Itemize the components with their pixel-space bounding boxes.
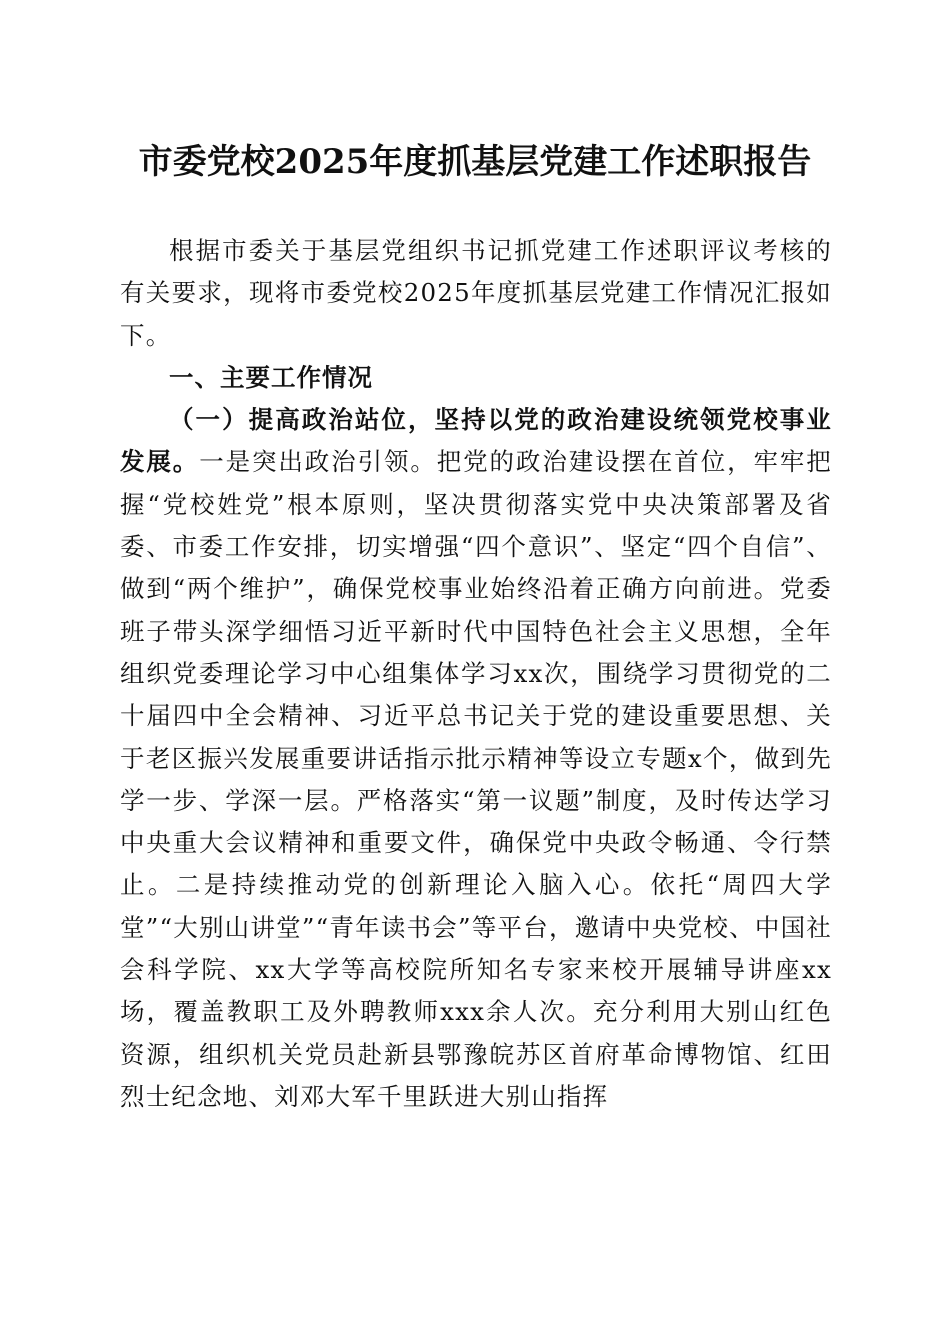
- page-title: 市委党校2025年度抓基层党建工作述职报告: [138, 142, 812, 182]
- subsection-heading: （一）提高政治站位，坚持以党的政治建设统领党校事业发展。: [120, 405, 832, 477]
- subsection-paragraph: [120, 399, 832, 1118]
- document-body: [120, 230, 832, 1118]
- subsection-body: 一是突出政治引领。把党的政治建设摆在首位，牢牢把握“党校姓党”根本原则，坚决贯彻落实党中央决策部署及省委、市委工作安排，切实增强“四个意识”、坚定“四个自信”、做到“两个维护”，确保党校事业始终沿着正确方向前进。党委班子带头深学细悟习近平新时代中国特色社会主义思想，全年组织党委理论学习中心组集体学习xx次，围绕学习贯彻党的二十届四中全会精神、习近平总书记关于党的建设重要思想、关于老区振兴发展重要讲话指示批示精神等设立专题x个，做到先学一步、学深一层。严格落实“第一议题”制度，及时传达学习中央重大会议精神和重要文件，确保党中央政令畅通、令行禁止。二是持续推动党的创新理论入脑入心。依托“周四大学堂”“大别山讲堂”“青年读书会”等平台，邀请中央党校、中国社会科学院、xx大学等高校院所知名专家来校开展辅导讲座xx场，覆盖教职工及外聘教师xxx余人次。充分利用大别山红色资源，组织机关党员赴新县鄂豫皖苏区首府革命博物馆、红田烈士纪念地、刘邓大军千里跃进大别山指挥: [120, 447, 832, 1111]
- intro-paragraph: 根据市委关于基层党组织书记抓党建工作述职评议考核的有关要求，现将市委党校2025年度抓基层党建工作情况汇报如下。: [120, 236, 832, 350]
- section-heading: 一、主要工作情况: [169, 362, 373, 392]
